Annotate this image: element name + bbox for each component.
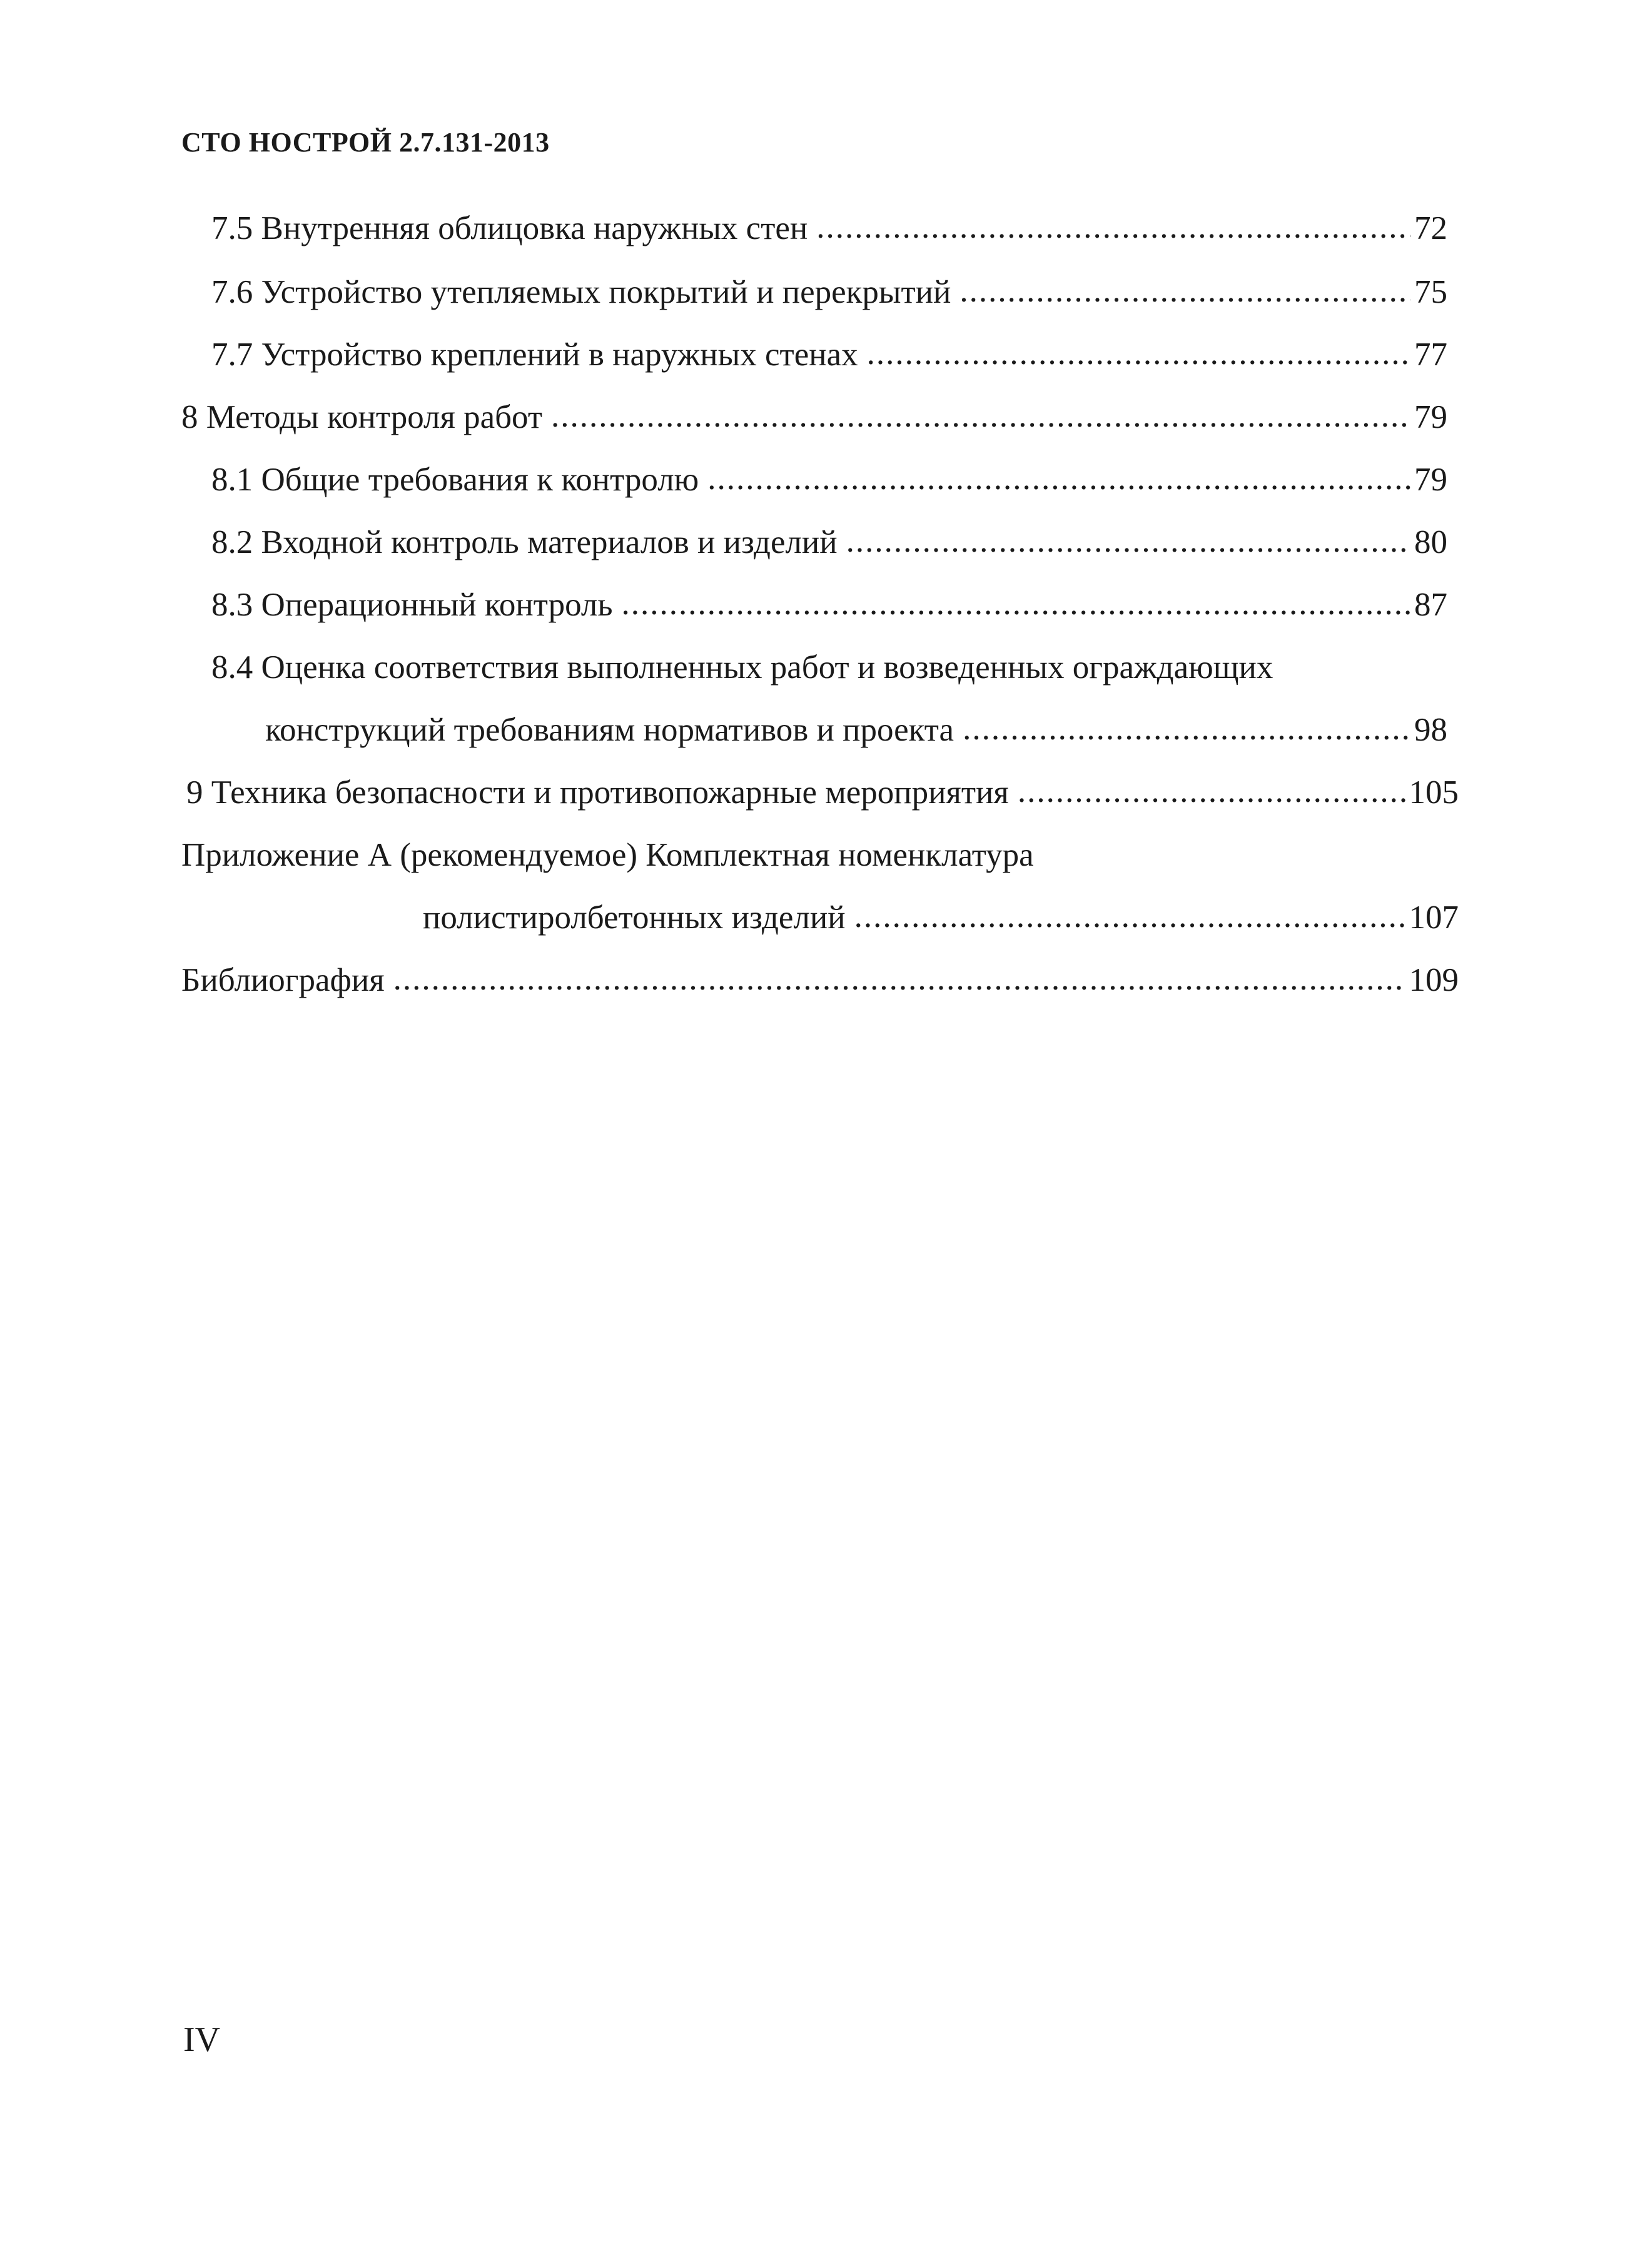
toc-entry-title: полистиролбетонных изделий [423, 899, 846, 936]
toc-page-number: 79 [1414, 399, 1447, 435]
toc-dot-leader [959, 269, 1410, 313]
toc-page-number: 80 [1414, 524, 1447, 560]
toc-entry-title: 8.2 Входной контроль материалов и изделий [211, 524, 838, 560]
toc-page-number: 98 [1414, 712, 1447, 748]
toc-entry-title: Приложение А (рекомендуемое) Комплектная номенклатура [181, 837, 1034, 873]
toc-entry-title: 7.6 Устройство утепляемых покрытий и перекрытий [211, 274, 951, 310]
toc-entry-8 [181, 395, 1447, 439]
toc-dot-leader [393, 957, 1405, 1001]
toc-entry-title: 7.7 Устройство креплений в наружных стенах [211, 337, 858, 373]
toc-entry-title: 8.3 Операционный контроль [211, 587, 613, 623]
toc-page-number: 109 [1409, 962, 1459, 998]
toc-entry-title: 8.1 Общие требования к контролю [211, 462, 699, 498]
toc-dot-leader [854, 894, 1405, 938]
page-number: IV [183, 2020, 221, 2059]
toc-page-number: 72 [1414, 210, 1447, 246]
document-code-header: СТО НОСТРОЙ 2.7.131-2013 [181, 127, 550, 158]
toc-dot-leader [622, 582, 1410, 625]
toc-dot-leader [551, 394, 1410, 438]
toc-dot-leader [963, 707, 1410, 751]
toc-entry-title: Библиография [181, 962, 385, 998]
toc-dot-leader [867, 332, 1410, 375]
toc-dot-leader [707, 457, 1410, 500]
toc-entry-appendix-a-line2 [423, 896, 1459, 939]
toc-entry-7-6 [211, 270, 1447, 314]
toc-entry-bibliography [181, 958, 1459, 1002]
toc-page-number: 77 [1414, 337, 1447, 373]
toc-page-number: 105 [1409, 774, 1459, 811]
toc-entry-9 [186, 771, 1459, 814]
toc-page-number: 107 [1409, 899, 1459, 936]
toc-entry-title: 9 Техника безопасности и противопожарные мероприятия [186, 774, 1009, 811]
toc-dot-leader [816, 205, 1410, 249]
toc-entry-title: 8 Методы контроля работ [181, 399, 543, 435]
toc-entry-8-4-line1 [211, 645, 1447, 689]
toc-entry-title: 8.4 Оценка соответствия выполненных работ и возведенных ограждающих [211, 649, 1273, 686]
toc-page-number: 75 [1414, 274, 1447, 310]
toc-entry-8-2 [211, 520, 1447, 564]
toc-page-number: 79 [1414, 462, 1447, 498]
toc-entry-8-3 [211, 583, 1447, 627]
toc-entry-8-4-line2 [265, 708, 1447, 752]
toc-dot-leader [1018, 769, 1405, 813]
toc-entry-7-5 [211, 206, 1447, 250]
toc-page-number: 87 [1414, 587, 1447, 623]
toc-entry-appendix-a-line1 [181, 833, 1459, 877]
toc-entry-title: 7.5 Внутренняя облицовка наружных стен [211, 210, 808, 246]
toc-dot-leader [846, 519, 1410, 563]
toc-entry-8-1 [211, 458, 1447, 502]
toc-entry-7-7 [211, 333, 1447, 377]
toc-entry-title: конструкций требованиям нормативов и проекта [265, 712, 954, 748]
